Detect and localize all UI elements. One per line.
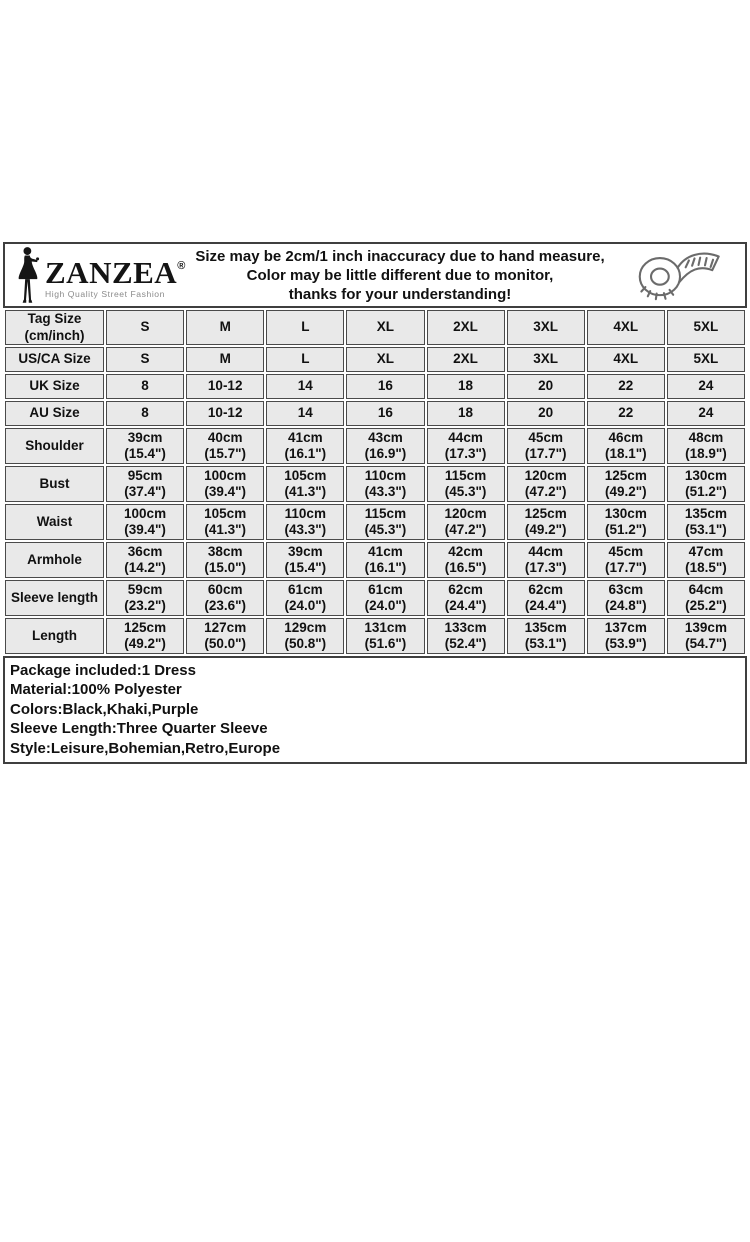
size-cell (667, 580, 745, 616)
row-label-line: Tag Size (27, 311, 82, 326)
size-cell-line: 129cm (284, 619, 327, 635)
size-cell (346, 428, 424, 464)
size-cell-line: 61cm (368, 581, 403, 597)
size-cell-line: (54.7") (685, 636, 727, 651)
size-cell (266, 401, 344, 426)
size-cell (106, 504, 184, 540)
size-cell-line: 43cm (368, 429, 403, 445)
size-cell-line: 4XL (613, 319, 639, 335)
size-cell (427, 618, 505, 654)
brand-logo-text (45, 251, 186, 299)
size-cell (507, 401, 585, 426)
notice-line-2: Color may be little different due to monitor, (246, 266, 554, 284)
size-cell-line: (24.4") (524, 598, 567, 613)
size-cell-line: 115cm (364, 505, 407, 521)
size-cell (587, 428, 665, 464)
size-cell (106, 374, 184, 399)
size-cell-line: (15.4") (124, 446, 166, 461)
size-cell-line: (24.0") (284, 598, 327, 613)
size-cell-line: 4XL (613, 351, 639, 367)
size-cell-line: (53.1") (524, 636, 567, 651)
size-cell (266, 374, 344, 399)
size-cell (266, 347, 344, 372)
size-cell-line: 110cm (284, 505, 326, 521)
table-row-tag-size-cm-inch- (5, 310, 745, 345)
size-cell (427, 428, 505, 464)
size-cell-line: 16 (377, 378, 393, 394)
size-cell-line: (41.3") (284, 484, 327, 499)
size-cell-line: 3XL (533, 351, 559, 367)
size-cell (346, 347, 424, 372)
size-cell (587, 347, 665, 372)
size-cell-line: (17.7") (524, 446, 567, 461)
size-cell (667, 374, 745, 399)
size-cell (266, 310, 344, 345)
product-detail-line: Sleeve Length:Three Quarter Sleeve (10, 720, 268, 738)
size-cell-line: (51.6") (364, 636, 407, 651)
size-cell-line: 2XL (453, 319, 478, 335)
row-label (5, 542, 104, 578)
size-cell (587, 374, 665, 399)
size-cell-line: (16.1") (364, 560, 407, 575)
size-cell-line: (45.3") (444, 484, 487, 499)
size-cell-line: 44cm (528, 543, 563, 559)
size-cell (667, 466, 745, 502)
size-cell-line: (45.3") (364, 522, 407, 537)
size-cell-line: 3XL (533, 319, 559, 335)
size-cell (587, 401, 665, 426)
size-cell-line: (16.5") (444, 560, 487, 575)
size-cell (587, 618, 665, 654)
size-table (3, 308, 747, 656)
size-cell (507, 428, 585, 464)
row-label (5, 347, 104, 372)
size-cell (186, 504, 264, 540)
size-cell (346, 542, 424, 578)
size-cell-line: 127cm (204, 619, 247, 635)
size-cell-line: XL (376, 351, 395, 367)
row-label (5, 310, 104, 345)
size-cell (346, 580, 424, 616)
notice-line-1: Size may be 2cm/1 inch inaccuracy due to hand measure, (195, 247, 605, 265)
size-cell-line: 62cm (528, 581, 563, 597)
size-cell-line: 14 (297, 378, 313, 394)
product-detail-line: Style:Leisure,Bohemian,Retro,Europe (10, 739, 281, 757)
size-cell-line: 46cm (608, 429, 644, 445)
row-label (5, 428, 104, 464)
size-cell (106, 542, 184, 578)
size-cell-line: (53.9") (604, 636, 647, 651)
size-cell-line: (25.2") (685, 598, 727, 613)
size-cell-line: 110cm (364, 467, 407, 483)
size-cell-line: (37.4") (124, 484, 166, 499)
size-cell (106, 347, 184, 372)
header (3, 242, 747, 308)
size-cell-line: (39.4") (124, 522, 166, 537)
size-cell-line: (14.2") (124, 560, 166, 575)
size-cell (346, 310, 424, 345)
size-cell (427, 310, 505, 345)
size-cell-line: 105cm (284, 467, 327, 483)
size-cell (667, 618, 745, 654)
size-cell (186, 401, 264, 426)
size-cell-line: (18.9") (685, 446, 727, 461)
row-label (5, 466, 104, 502)
size-cell (266, 542, 344, 578)
table-row-bust (5, 466, 745, 502)
size-cell (427, 580, 505, 616)
size-cell-line: 38cm (207, 543, 243, 559)
size-cell-line: (50.0") (204, 636, 247, 651)
size-cell-line: 45cm (608, 543, 644, 559)
size-cell (427, 466, 505, 502)
size-cell-line: (15.0") (204, 560, 247, 575)
size-cell (106, 618, 184, 654)
tape-measure-icon (617, 246, 735, 304)
size-cell-line: 39cm (127, 429, 163, 445)
size-cell-line: L (301, 351, 310, 367)
brand-tagline: High Quality Street Fashion (45, 289, 165, 299)
size-cell-line: 105cm (204, 505, 247, 521)
size-cell (507, 580, 585, 616)
size-cell (427, 401, 505, 426)
size-cell-line: (15.4") (284, 560, 327, 575)
size-cell (186, 347, 264, 372)
size-cell (186, 466, 264, 502)
size-cell-line: (17.3") (524, 560, 567, 575)
size-cell (667, 347, 745, 372)
size-cell-line: (51.2") (685, 484, 727, 499)
size-cell-line: 42cm (448, 543, 483, 559)
table-row-uk-size (5, 374, 745, 399)
size-cell-line: 36cm (127, 543, 163, 559)
size-cell-line: (24.8") (604, 598, 647, 613)
table-row-length (5, 618, 745, 654)
row-label (5, 401, 104, 426)
size-cell-line: 137cm (604, 619, 647, 635)
registered-mark-icon: ® (177, 260, 186, 272)
size-cell-line: (52.4") (444, 636, 487, 651)
size-cell-line: 130cm (684, 467, 727, 483)
size-cell-line: 125cm (124, 619, 167, 635)
size-cell (186, 428, 264, 464)
size-cell (427, 347, 505, 372)
size-cell-line: (24.4") (444, 598, 487, 613)
size-cell-line: 5XL (693, 351, 719, 367)
size-cell-line: L (301, 319, 310, 335)
size-cell-line: 18 (458, 405, 474, 421)
size-cell (507, 466, 585, 502)
size-cell (507, 504, 585, 540)
table-row-us-ca-size (5, 347, 745, 372)
size-cell-line: 10-12 (207, 378, 243, 394)
table-row-sleeve-length (5, 580, 745, 616)
size-cell (346, 401, 424, 426)
size-cell-line: (51.2") (604, 522, 647, 537)
product-detail-line: Material:100% Polyester (10, 681, 182, 699)
size-cell (667, 310, 745, 345)
size-cell-line: 45cm (528, 429, 563, 445)
size-cell-line: 5XL (693, 319, 719, 335)
brand-logo (5, 246, 186, 304)
size-cell (106, 310, 184, 345)
size-cell-line: (43.3") (364, 484, 407, 499)
size-cell-line: 44cm (448, 429, 483, 445)
size-cell-line: 133cm (444, 619, 487, 635)
size-cell-line: (49.2") (124, 636, 166, 651)
size-cell-line: 39cm (288, 543, 323, 559)
size-cell-line: XL (376, 319, 395, 335)
size-cell-line: 100cm (204, 467, 247, 483)
size-cell-line: 130cm (604, 505, 647, 521)
size-cell-line: 2XL (453, 351, 478, 367)
size-cell (346, 466, 424, 502)
size-cell-line: 64cm (688, 581, 724, 597)
row-label-line: Bust (39, 475, 70, 491)
table-row-shoulder (5, 428, 745, 464)
size-cell-line: (24.0") (364, 598, 407, 613)
size-cell (346, 374, 424, 399)
size-cell (266, 580, 344, 616)
size-cell (507, 618, 585, 654)
size-cell (427, 374, 505, 399)
size-cell-line: 8 (141, 405, 149, 421)
size-cell-line: 8 (141, 378, 149, 394)
size-cell (587, 542, 665, 578)
size-cell-line: (53.1") (685, 522, 727, 537)
size-cell-line: 95cm (127, 467, 163, 483)
size-cell-line: (17.3") (444, 446, 487, 461)
size-cell-line: (41.3") (204, 522, 247, 537)
size-cell-line: S (140, 351, 150, 367)
size-cell (587, 466, 665, 502)
size-chart-sheet (3, 242, 747, 764)
size-cell (507, 310, 585, 345)
size-notice (183, 247, 617, 304)
size-cell-line: 125cm (604, 467, 647, 483)
size-cell-line: 20 (538, 405, 554, 421)
size-cell-line: (47.2") (444, 522, 487, 537)
size-cell-line: 20 (538, 378, 554, 394)
size-cell (106, 580, 184, 616)
size-cell-line: 40cm (207, 429, 243, 445)
size-cell-line: 60cm (207, 581, 243, 597)
size-cell-line: S (140, 319, 150, 335)
row-label-line: Armhole (27, 551, 82, 567)
row-label-line: Sleeve length (10, 589, 99, 605)
size-cell (346, 504, 424, 540)
product-detail-line: Colors:Black,Khaki,Purple (10, 700, 199, 718)
size-cell-line: (23.2") (124, 598, 166, 613)
row-label-line: UK Size (29, 378, 80, 394)
row-label-line: Waist (36, 513, 73, 529)
size-cell (427, 542, 505, 578)
row-label (5, 504, 104, 540)
size-cell (186, 374, 264, 399)
brand-name: ZANZEA® (45, 255, 186, 290)
size-cell-line: 63cm (608, 581, 644, 597)
size-cell-line: 24 (698, 378, 714, 394)
size-cell (667, 401, 745, 426)
size-cell-line: 115cm (444, 467, 487, 483)
row-label-line: AU Size (29, 405, 80, 421)
size-cell-line: 139cm (684, 619, 727, 635)
size-cell-line: 100cm (124, 505, 167, 521)
size-cell-line: (49.2") (604, 484, 647, 499)
size-cell-line: (49.2") (524, 522, 567, 537)
size-cell (266, 504, 344, 540)
size-cell-line: (43.3") (284, 522, 327, 537)
size-cell (186, 310, 264, 345)
product-details (3, 656, 747, 764)
size-cell-line: (16.1") (284, 446, 327, 461)
size-cell-line: 59cm (127, 581, 163, 597)
size-cell-line: M (219, 351, 231, 367)
size-cell-line: 18 (458, 378, 474, 394)
table-row-armhole (5, 542, 745, 578)
size-cell (667, 504, 745, 540)
size-cell-line: 61cm (288, 581, 323, 597)
size-cell-line: 120cm (444, 505, 487, 521)
size-cell (507, 374, 585, 399)
size-cell-line: (50.8") (284, 636, 327, 651)
size-cell-line: (18.1") (604, 446, 647, 461)
size-cell-line: 131cm (364, 619, 407, 635)
row-label (5, 374, 104, 399)
size-cell (427, 504, 505, 540)
woman-silhouette-icon (13, 246, 43, 304)
product-detail-line: Package included:1 Dress (10, 662, 196, 679)
size-cell-line: M (219, 319, 231, 335)
size-cell-line: (18.5") (685, 560, 727, 575)
size-cell-line: 48cm (688, 429, 724, 445)
size-cell (266, 466, 344, 502)
size-cell-line: 41cm (368, 543, 403, 559)
row-label-line: Shoulder (25, 437, 84, 453)
row-label (5, 618, 104, 654)
size-cell (587, 310, 665, 345)
size-cell (266, 428, 344, 464)
size-cell-line: 22 (618, 378, 634, 394)
size-cell (186, 618, 264, 654)
size-cell-line: (39.4") (204, 484, 247, 499)
size-cell-line: 47cm (688, 543, 724, 559)
size-cell (106, 466, 184, 502)
size-cell-line: 16 (377, 405, 393, 421)
size-cell (507, 347, 585, 372)
table-row-au-size (5, 401, 745, 426)
size-cell (106, 428, 184, 464)
size-cell (186, 580, 264, 616)
size-cell-line: 14 (297, 405, 313, 421)
size-cell (346, 618, 424, 654)
size-cell (266, 618, 344, 654)
size-cell-line: (23.6") (204, 598, 247, 613)
size-cell (667, 428, 745, 464)
size-cell (587, 580, 665, 616)
row-label-line: Length (32, 627, 77, 643)
size-cell-line: 135cm (524, 619, 567, 635)
size-cell (507, 542, 585, 578)
size-cell (587, 504, 665, 540)
size-cell-line: 10-12 (207, 405, 243, 421)
size-cell-line: (47.2") (524, 484, 567, 499)
size-cell-line: 135cm (684, 505, 727, 521)
size-cell-line: 62cm (448, 581, 483, 597)
size-cell (667, 542, 745, 578)
size-cell (186, 542, 264, 578)
size-cell-line: 41cm (288, 429, 323, 445)
row-label-line: (cm/inch) (24, 327, 85, 343)
size-cell (106, 401, 184, 426)
row-label (5, 580, 104, 616)
size-cell-line: (16.9") (364, 446, 407, 461)
size-cell-line: 120cm (524, 467, 567, 483)
row-label-line: US/CA Size (18, 351, 91, 367)
notice-line-3: thanks for your understanding! (288, 285, 512, 303)
size-cell-line: 125cm (524, 505, 567, 521)
table-row-waist (5, 504, 745, 540)
size-cell-line: (17.7") (604, 560, 647, 575)
size-cell-line: 22 (618, 405, 634, 421)
size-cell-line: (15.7") (204, 446, 247, 461)
size-cell-line: 24 (698, 405, 714, 421)
